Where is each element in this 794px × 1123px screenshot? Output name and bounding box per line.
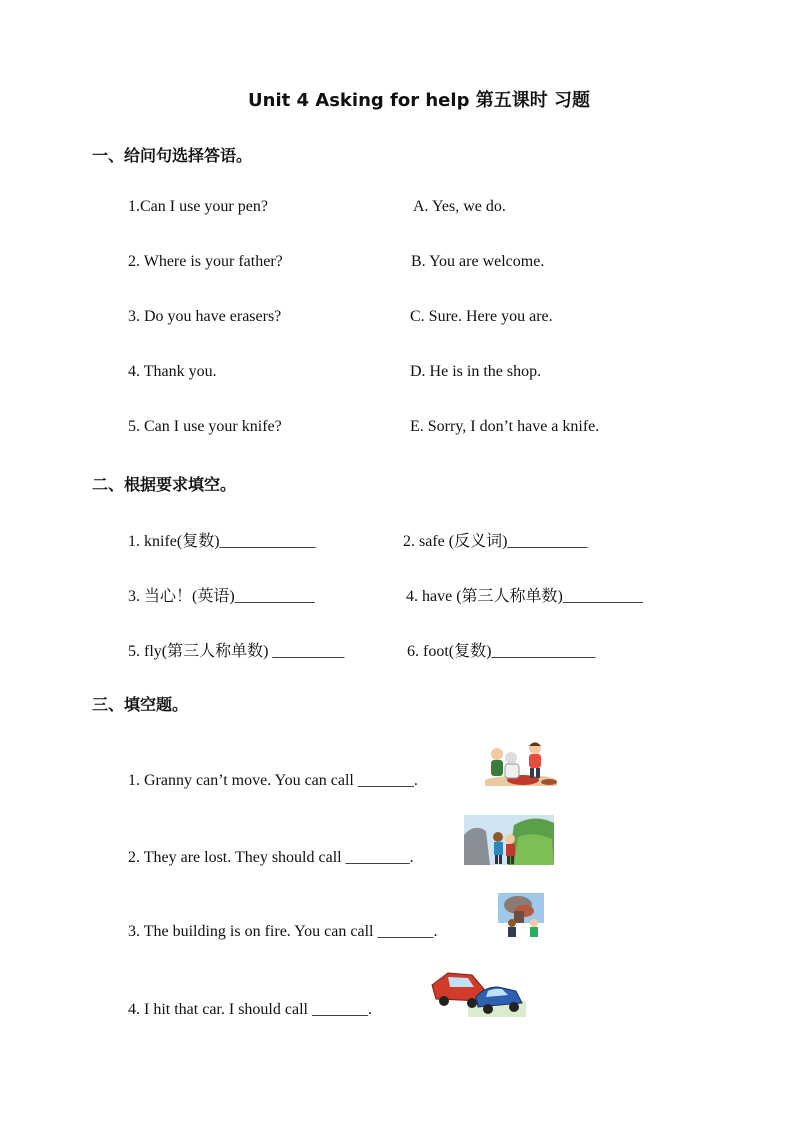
match-question-3: 3. Do you have erasers?	[128, 308, 282, 325]
fill-item-6: 6. foot(复数)_____________	[407, 643, 596, 660]
fill-item-1: 1. knife(复数)____________	[128, 533, 316, 550]
blank-sentence-2: 2. They are lost. They should call ________.	[128, 849, 414, 866]
section-heading-1: 一、给问句选择答语。	[92, 146, 253, 165]
section-heading-3: 三、填空题。	[92, 695, 189, 714]
blank-sentence-3: 3. The building is on fire. You can call _______.	[128, 923, 438, 940]
match-question-4: 4. Thank you.	[128, 363, 217, 380]
match-answer-c: C. Sure. Here you are.	[410, 308, 553, 325]
car-crash-illustration	[428, 967, 526, 1017]
match-answer-a: A. Yes, we do.	[413, 198, 506, 215]
fill-item-4: 4. have (第三人称单数)__________	[406, 588, 643, 605]
match-question-2: 2. Where is your father?	[128, 253, 283, 270]
fill-item-5: 5. fly(第三人称单数) _________	[128, 643, 345, 660]
fill-item-2: 2. safe (反义词)__________	[403, 533, 588, 550]
lost-children-illustration	[464, 815, 554, 865]
blank-sentence-1: 1. Granny can’t move. You can call _______.	[128, 772, 418, 789]
match-question-1: 1.Can I use your pen?	[128, 198, 268, 215]
match-answer-d: D. He is in the shop.	[410, 363, 542, 380]
granny-injured-illustration	[483, 740, 559, 788]
blank-sentence-4: 4. I hit that car. I should call _______.	[128, 1001, 372, 1018]
page-title: Unit 4 Asking for help 第五课时 习题	[248, 90, 590, 111]
fill-item-3: 3. 当心！(英语)__________	[128, 588, 315, 605]
match-answer-e: E. Sorry, I don’t have a knife.	[410, 418, 600, 435]
match-answer-b: B. You are welcome.	[411, 253, 545, 270]
match-question-5: 5. Can I use your knife?	[128, 418, 282, 435]
section-heading-2: 二、根据要求填空。	[92, 475, 237, 494]
building-fire-illustration	[498, 893, 548, 941]
